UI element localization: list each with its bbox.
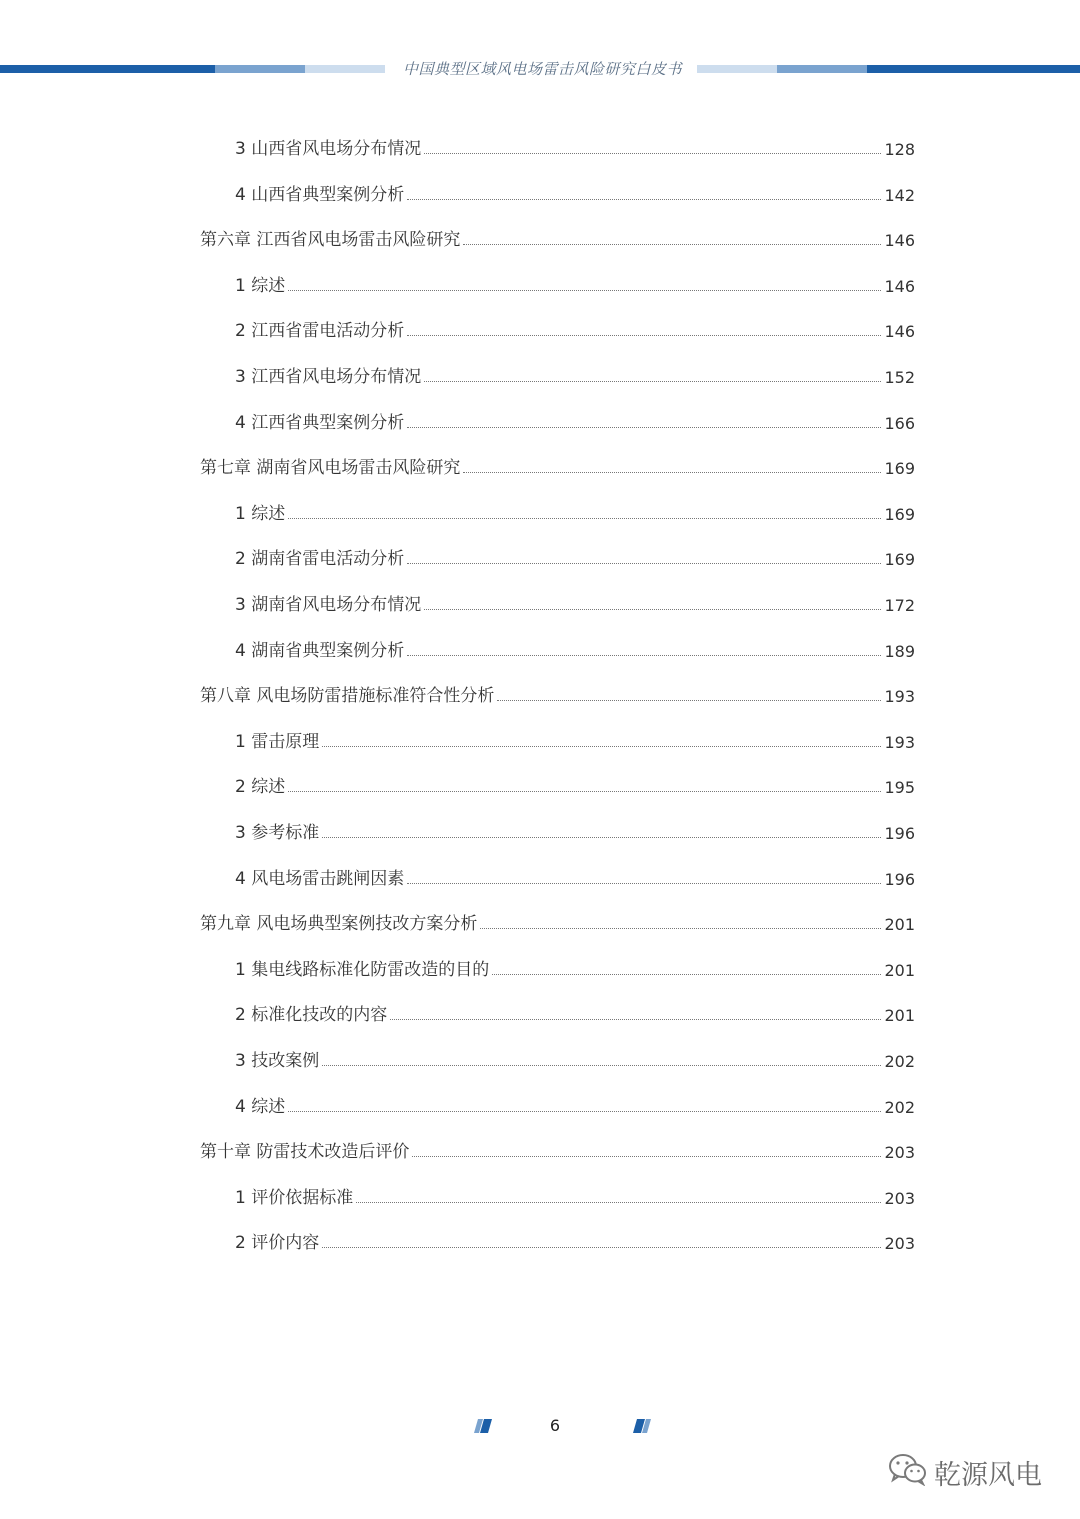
toc-page-number: 193 [884, 687, 915, 706]
toc-page-number: 196 [884, 824, 915, 843]
toc-page-number: 189 [884, 642, 915, 661]
toc-section-entry[interactable] [235, 589, 915, 615]
page-number: 6 [549, 1416, 561, 1435]
toc-entry-title: 2 湖南省雷电活动分析 [235, 549, 405, 569]
toc-entry-title: 第九章 风电场典型案例技改方案分析 [200, 914, 478, 934]
toc-entry-title: 2 江西省雷电活动分析 [235, 321, 405, 341]
toc-section-entry[interactable] [235, 498, 915, 524]
toc-dot-leader [407, 654, 881, 656]
toc-dot-leader [463, 243, 881, 245]
header-title: 中国典型区域风电场雷击风险研究白皮书 [402, 60, 682, 78]
toc-page-number: 202 [884, 1052, 915, 1071]
toc-page-number: 203 [884, 1143, 915, 1162]
toc-section-entry[interactable] [235, 1227, 915, 1253]
toc-page-number: 142 [884, 186, 915, 205]
toc-entry-title: 3 技改案例 [235, 1051, 320, 1071]
toc-dot-leader [407, 882, 881, 884]
toc-page-number: 166 [884, 414, 915, 433]
toc-dot-leader [407, 334, 881, 336]
header-bar-left-mid [215, 65, 305, 73]
toc-entry-title: 1 集电线路标准化防雷改造的目的 [235, 960, 490, 980]
toc-section-entry[interactable] [235, 1045, 915, 1071]
toc-entry-title: 3 参考标准 [235, 823, 320, 843]
toc-section-entry[interactable] [235, 726, 915, 752]
toc-section-entry[interactable] [235, 954, 915, 980]
toc-section-entry[interactable] [235, 635, 915, 661]
toc-dot-leader [322, 745, 881, 747]
toc-section-entry[interactable] [235, 270, 915, 296]
toc-dot-leader [480, 927, 881, 929]
toc-page-number: 195 [884, 778, 915, 797]
toc-dot-leader [288, 790, 881, 792]
toc-section-entry[interactable] [235, 361, 915, 387]
footer-right-mark [633, 1419, 651, 1433]
toc-section-entry[interactable] [235, 133, 915, 159]
toc-dot-leader [497, 699, 881, 701]
toc-entry-title: 1 综述 [235, 276, 286, 296]
toc-section-entry[interactable] [235, 999, 915, 1025]
toc-entry-title: 第七章 湖南省风电场雷击风险研究 [200, 458, 461, 478]
toc-dot-leader [424, 608, 881, 610]
toc-dot-leader [322, 1246, 881, 1248]
toc-section-entry[interactable] [235, 407, 915, 433]
watermark-text: 乾源风电 [934, 1459, 1042, 1491]
toc-entry-title: 1 评价依据标准 [235, 1188, 354, 1208]
toc-dot-leader [407, 562, 881, 564]
toc-dot-leader [412, 1155, 881, 1157]
toc-dot-leader [322, 836, 881, 838]
toc-section-entry[interactable] [235, 315, 915, 341]
toc-page-number: 169 [884, 550, 915, 569]
toc-page-number: 146 [884, 277, 915, 296]
toc-page-number: 201 [884, 1006, 915, 1025]
toc-page-number: 146 [884, 322, 915, 341]
toc-page-number: 146 [884, 231, 915, 250]
toc-dot-leader [390, 1018, 881, 1020]
toc-section-entry[interactable] [235, 179, 915, 205]
toc-entry-title: 第六章 江西省风电场雷击风险研究 [200, 230, 461, 250]
toc-section-entry[interactable] [235, 543, 915, 569]
toc-dot-leader [322, 1064, 881, 1066]
toc-dot-leader [288, 289, 881, 291]
toc-entry-title: 4 湖南省典型案例分析 [235, 641, 405, 661]
toc-page-number: 201 [884, 961, 915, 980]
toc-dot-leader [407, 198, 881, 200]
toc-entry-title: 3 江西省风电场分布情况 [235, 367, 422, 387]
toc-chapter-entry[interactable] [200, 224, 915, 250]
toc-page-number: 196 [884, 870, 915, 889]
toc-entry-title: 第八章 风电场防雷措施标准符合性分析 [200, 686, 495, 706]
toc-page-number: 203 [884, 1234, 915, 1253]
toc-section-entry[interactable] [235, 771, 915, 797]
header-bar-right-light [697, 65, 777, 73]
toc-entry-title: 4 江西省典型案例分析 [235, 413, 405, 433]
toc-entry-title: 4 山西省典型案例分析 [235, 185, 405, 205]
toc-page-number: 169 [884, 505, 915, 524]
toc-dot-leader [424, 152, 881, 154]
toc-section-entry[interactable] [235, 1182, 915, 1208]
toc-dot-leader [407, 426, 881, 428]
toc-entry-title: 3 湖南省风电场分布情况 [235, 595, 422, 615]
toc-chapter-entry[interactable] [200, 680, 915, 706]
toc-dot-leader [424, 380, 881, 382]
toc-page-number: 169 [884, 459, 915, 478]
page-header [0, 0, 1080, 110]
toc-entry-title: 4 风电场雷击跳闸因素 [235, 869, 405, 889]
toc-page-number: 128 [884, 140, 915, 159]
footer-left-mark [474, 1419, 492, 1433]
toc-page-number: 172 [884, 596, 915, 615]
header-bar-left-light [305, 65, 385, 73]
toc-dot-leader [463, 471, 881, 473]
wechat-icon [888, 1452, 934, 1493]
toc-dot-leader [492, 973, 881, 975]
toc-entry-title: 4 综述 [235, 1097, 286, 1117]
watermark [888, 1452, 1042, 1492]
toc-dot-leader [288, 517, 881, 519]
header-bar-left-dark [0, 65, 215, 73]
toc-chapter-entry[interactable] [200, 908, 915, 934]
toc-chapter-entry[interactable] [200, 452, 915, 478]
toc-section-entry[interactable] [235, 817, 915, 843]
toc-entry-title: 1 雷击原理 [235, 732, 320, 752]
toc-page-number: 193 [884, 733, 915, 752]
toc-chapter-entry[interactable] [200, 1136, 915, 1162]
toc-section-entry[interactable] [235, 1091, 915, 1117]
header-bar-right-dark [867, 65, 1080, 73]
toc-dot-leader [288, 1110, 881, 1112]
toc-page-number: 152 [884, 368, 915, 387]
toc-entry-title: 2 标准化技改的内容 [235, 1005, 388, 1025]
toc-page-number: 203 [884, 1189, 915, 1208]
toc-section-entry[interactable] [235, 863, 915, 889]
header-bar-right-mid [777, 65, 867, 73]
toc-page-number: 201 [884, 915, 915, 934]
toc-entry-title: 第十章 防雷技术改造后评价 [200, 1142, 410, 1162]
toc-dot-leader [356, 1201, 881, 1203]
toc-entry-title: 2 综述 [235, 777, 286, 797]
toc-entry-title: 1 综述 [235, 504, 286, 524]
toc-entry-title: 2 评价内容 [235, 1233, 320, 1253]
toc-entry-title: 3 山西省风电场分布情况 [235, 139, 422, 159]
toc-page-number: 202 [884, 1098, 915, 1117]
